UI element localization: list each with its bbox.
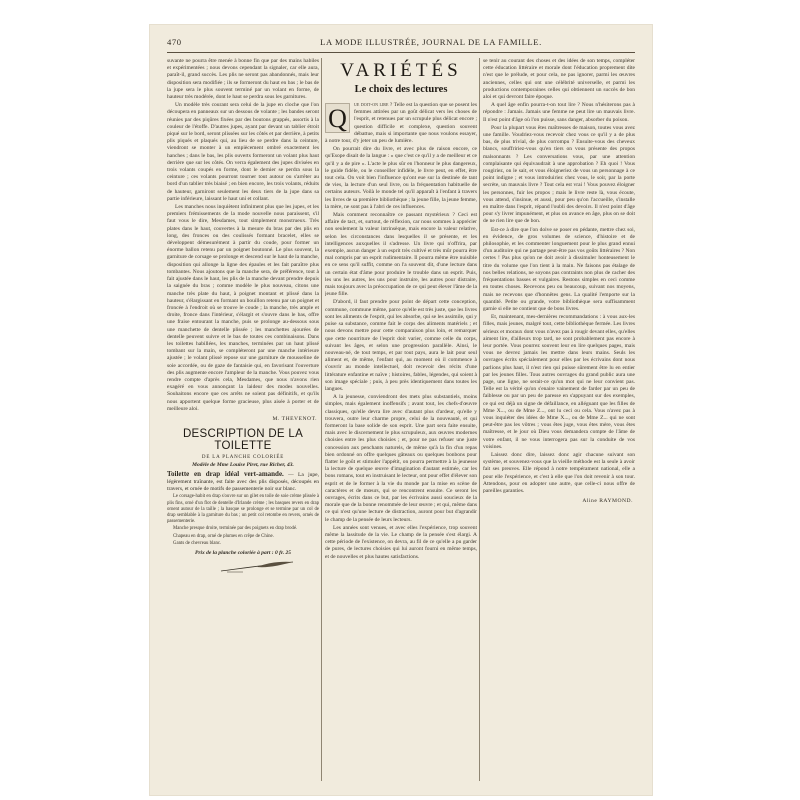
author-signature: M. THEVENOT. — [272, 415, 317, 422]
description-heading: DESCRIPTION DE LA TOILETTE — [182, 427, 304, 452]
article-paragraph: Laissez donc dire, laissez donc agir chacune suivant son système, et souvenez-vous que la vieille méthode est la seule à avoir fait ses preuves. Elle répond à notre tempérament national, elle a pour elle l'expérience, et c'est à elle que l'on doit revenir à son tour. Attendons, pour en adopter une autre, que celle-ci nous offre de pareilles garanties. — [483, 451, 635, 494]
running-title: LA MODE ILLUSTRÉE, JOURNAL DE LA FAMILLE. — [320, 37, 542, 47]
model-credit: Modèle de Mme Louise Piret, rue Richer, 43. — [192, 461, 294, 468]
toilette-text: — La jupe, légèrement traînante, est faite avec des plis disposés, découpés en travers, et ornée de motifs de passementerie noir sur blanc. — [167, 471, 319, 492]
magazine-page — [150, 25, 652, 795]
column-middle — [325, 58, 477, 781]
quill-ornament-icon — [217, 560, 297, 574]
column-right — [483, 58, 635, 781]
article-paragraph: A quel âge enfin pourra-t-on tout lire ? Nous n'hésiterons pas à répondre : Jamais. Jamais une femme ne peut lire un mauvais livre. Il n'est point d'âge où l'on puisse, sans danger, absorber du poison. — [483, 102, 635, 123]
article-paragraph: On pourrait dire du livre, et avec plus de raison encore, ce qu'Esope disait de la langue : « que c'est ce qu'il y a de meilleur et ce qu'il y a de pire ». L'acte le plus sûr en l'honneur le plus dangereux, le guide fidèle, ou le conseiller infidèle, le livre peut, en effet, être tout cela. On voit bien l'influence qu'ont eue sur la destinée de tant de vies, la lecture d'un seul livre, ou la fréquentation habituelle de certains auteurs. Voilà le monde tel qu'il apparaît à l'enfant à travers les livres de sa première bibliothèque ; la jeune fille, la jeune femme, la mère, ne sont pas à l'abri de ces influences. — [325, 146, 477, 210]
article-paragraph: D'abord, il faut prendre pour point de départ cette conception, commune, commune même, parce qu'elle est très juste, que les livres sont les aliments de l'esprit, qui les absorbe, qui se les assimile, qui y puise sa substance, comme fait le corps des aliments matériels ; et nous devons mettre pour cette comparaison plus loin, et remarquer que cette nourriture de l'esprit doit varier, comme celle du corps, suivant les âges, et selon une progression parallèle. Ainsi, le nouveau-né, de tout temps, et par tout pays, aura le lait pour seul aliment et, de même, l'enfant qui, au moment où il commence à s'ouvrir au monde intellectuel, doit recevoir des récits d'une littérature enfantine et naïve ; histoires, fables, légendes, qui soient à son image spéciale ; puis, à peu près identiquement dans toutes les langues. — [325, 299, 477, 392]
drop-cap — [325, 103, 350, 133]
column-divider-2 — [479, 58, 480, 781]
article-paragraph: se tenir au courant des choses et des idées de son temps, compléter cette éducation littéraire et morale dont l'éducation proprement dite n'est que le prélude, et pour cela, ne pas ignorer, parmi les œuvres anciennes, celles qui ont une célébrité universelle, et parmi les productions contemporaines celles qui obtiennent un succès de bon aloi et qui devront faire époque. — [483, 58, 635, 101]
toilette-detail: Gants de chevreau blanc. — [173, 540, 222, 546]
description-subheading: DE LA PLANCHE COLORIÉE — [201, 454, 285, 460]
page-number: 470 — [167, 37, 182, 47]
article-lead — [325, 102, 477, 145]
lead-text: Telle est la question que se posent les femmes attirées par un goût délicat vers les choses de l'esprit, et retenues par un scrupule plus délicat encore ; question difficile et complexe, question souvent débattue, mais si importante que nous voulons essayer, à notre tour, d'y jeter un peu de lumière. — [325, 102, 477, 145]
author-signature: Aline RAYMOND. — [582, 498, 633, 505]
toilette-detail: Manche presque droite, terminée par des poignets en drap brodé. — [173, 526, 298, 532]
article-paragraph: Mais comment reconnaître ce passant mystérieux ? Ceci est affaire de tact, et, surtout, de réflexion, car nous sommes à apprécier non seulement la valeur intrinsèque, mais encore la valeur relative, selon les circonstances dans lesquelles il se présente, et les intelligences auxquelles il s'adresse. Un livre qui n'offrira, par exemple, aucun danger à un esprit très cultivé et très mûr pourra être mal compris par un esprit rudimentaire. Il pourra même être nuisible en ce sens qu'il suffit, comme on l'a souvent dit, d'une lecture dans un certain état d'âme pour produire le trouble dans un esprit. Puis, les uns les autres, les uns pour instruire, les autres pour distraire, mais toujours avec la préoccupation de ce qui peut élever l'âme de la jeune fille. — [325, 212, 477, 298]
toilette-description — [167, 471, 319, 492]
article-paragraph: Pour la plupart vous êtes maîtresses de maison, toutes vous avez une famille. Voudriez-vous recevoir chez vous ce qu'il y a de plus bas, de plus trivial, de plus corrompu ? Ensuite-vous des cheveux blancs, souffririez-vous qu'en tiers on vous présente des propos malsonnants ? Les conversations vous, par une attention complaisante qui équivaudrait à une approbation ? Eh quoi ! Vous rougiriez, on le sait, et vous éloigneriez de vous un personnage à ce point indigne ; et vous introduiriez chez vous, le soir, par la porte secrète, un mauvais livre ? Tout cela est vrai ! Vous pouvez éloigner les personnes, fuir les propos ; mais le livre reste là, vous écoute, vous attend, s'insinue, et aussi, pour peu qu'on l'accueille, s'installe en maître dans l'esprit, répand l'oubli des devoirs. Il n'est point d'âge pour s'y livrer impunément, et plus on avance en âge, plus on se doit de ne rien lire que de bon. — [483, 124, 635, 225]
toilette-title: Toilette en drap idéal vert-amande. — [167, 469, 284, 478]
article-paragraph: Est-ce à dire que l'on doive se poser en pédante, mettre chez soi, en évidence, de gros volumes de science, d'histoire et de philosophie, et les commenter longuement pour le plus grand ennui d'un auditoire qui ne partage peut-être pas vos goûts littéraires ? Non certes ! Pas plus qu'on ne doit avoir à dissimuler honteusement le titre du volume que l'on tient à la main. Ne faisons pas étalage de nos belles relations, ne soyons pas contraints non plus de cacher des fréquentations basses et vulgaires. Restons simples en ceci comme en toutes choses. Recevons peu ou beaucoup, suivant nos moyens, mais ne recevons que d'honnêtes gens. La qualité l'emporte sur la quantité. Petite ou grande, votre bibliothèque sera suffisamment garnie si elle ne contient que de bons livres. — [483, 226, 635, 312]
article-paragraph: Et, maintenant, mes-dernières recommandations : à vous aux-les filles, mais jeunes, malgré tout, cette bibliothèque fermée. Les livres sérieux et moraux dont vous n'avez pas à rougir devant elles, qu'elles aiment lire, d'ailleurs trop tard, ne sont probablement pas encore à leur portée. Vous pourrez souvent leur en lire quelques pages, mais vous ne devrez jamais les mettre dans leurs mains. Seuls les ouvrages écrits spécialement pour elles par les écrivains dont nous parlions plus haut, il n'est rien qui puisse sûrement être lu en entier par les jeunes filles. Tous autres ouvrages du grand public aura une page, une ligne, ne serait-ce qu'un mot qui ne leur convient pas. Telle est la vérité qu'on s'enaire vainement de farder par un peu de faiblesse ou par un peu de paresse en s'appuyant sur des exemples, ce qui est déjà un signe de défaillance, en alléguant que les filles de Mme X..., ou de Mme Z..., ont lu ceci ou cela. Vous n'avez pas à vous inquiéter des idées de Mme X..., ou de Mme Z... qui ne sont peut-être pas les vôtres ; vous êtes juge, vous êtes mère, vous êtes maîtresse, et le jour où Dieu vous demandera compte de l'âme de votre enfant, il ne vous interrogera pas sur la conduite de vos voisines. — [483, 314, 635, 450]
article-paragraph: Les années sont venues, et avec elles l'expérience, trop souvent même la lassitude de la vie. Le champ de la pensée s'est élargi. A cette période de l'existence, on devra, au fil de ce qu'elle a pu garder de pures, de lectures choisies qui lui auront fourni en même temps, et de nouvelles et plus hautes satisfactions. — [325, 524, 477, 560]
drop-cap-letter: Q — [328, 104, 347, 133]
header-rule — [167, 52, 635, 53]
fashion-paragraph: Un modèle très courant sera celui de la jupe en cloche que l'on découpera en panneaux sur un dessous de volante ; les bandes seront réunies par des piqûres fixées par des boutons grappés, assortis à la couleur de l'étoffe. D'autres jupes, ayant par devant un tablier étroit piqué sur le bord, seront plissées sur les côtés et par derrière, à petits plis piqués et plaqués qui, au lieu de se perdre dans la ceinture, viendront se monter à un empiècement ombré exactement les hanches ; dans le bas, les plis ouverts formeront un volant plus haut derrière que sur les côtés. On verra également des jupes divisées en trois volants coupés en forme, dont le dernier se perdra sous la ceinture ; ces volants pourront tourner tout autour ou s'arrêter au bord d'un tablier très biaisé ; en bien encore, les trois volants, réduits de hauteur, garniront seulement les deux tiers de la jupe dans sa partie inférieure, laissant le haut uni et collant. — [167, 102, 319, 202]
page-header — [167, 37, 635, 51]
toilette-detail: Le corsage-habit en drap s'ouvre sur un gilet en toile de soie crème plissée à plis fins, orné d'un flot de dentelle d'Irlande crème ; les basques revers en drap ornent autour de la taille ; la basque se prolonge et se termine par un col de drap semblable à la garniture du bas ; un petit col retombe en revers, ornés de passementerie. — [167, 494, 319, 525]
plate-price: Prix de la planche coloriée à part : 0 fr. 25 — [194, 549, 292, 556]
toilette-detail: Chapeau en drap, orné de plumes en crêpe de Chine. — [173, 533, 274, 539]
fashion-paragraph: Les manches nous inquiètent infiniment plus que les jupes, et les premiers frémissements de la mode nouvelle nous paraissent, s'il faut vous le dire, Mesdames, tout simplement monstrueux. Très plates dans le haut, couvertes à la mesure du bras par des plis en long, des fronces ou des coulissés formant bracelet, elles se développent démesurément à partir du coude, pour former un énorme ballon retenu par un poignet boutonné. Le plus souvent, la garniture de corsage se prolonge et descend sur le haut de la manche, disposition qui allonge la ligne des épaules et les fait paraître plus tombantes. Nous ajoutons que la manche sera, de préférence, tout à fait ajustée dans le haut, les plis de la manche devant prendre depuis la saignée du bras ; comme modèle le plus nouveau, citons une manche très plate du haut, à poignet montant et plissé dans la hauteur, s'élargissant en formant un bouillon retenu par un poignet et froncée à l'endroit où se trouve le coude ; la manche, très ample et droite, fronce dans l'intérieur, s'élargit et s'ouvre dans le bas, offre une fraise entourant la manche, puis se prolonge au-dessous sous une manchette de dentelle plissée ; les manchettes ajourées de dentelle peuvent suivre et le bas de toutes ces combinaisons. Dans les toilettes habillées, les manches, terminées par un haut plissé tombant sur la main, se compléteront par une manche intérieure ajustée ; le volant plissé repose sur une garniture de mousseline de soie accordée, ou de gaze de fantaisie qui, en favorisant l'ouverture des plis augmente encore l'ampleur de la manche. Vous pouvez vous rendre compte d'après cela, Mesdames, que nous n'avons rien exagéré en vous annonçant la laideur des modes nouvelles. Souhaitons encore que ces arrêts ne soient pas définitifs, et qu'ils nous apportent quelque forme gracieuse, plus aisée à porter et de meilleure aloi. — [167, 204, 319, 412]
column-divider-1 — [321, 58, 322, 781]
column-left — [167, 58, 319, 781]
article-title: Le choix des lectures — [354, 84, 448, 95]
lead-question: ue doit-on lire ? — [354, 102, 393, 108]
article-paragraph: A la jeunesse, conviendront des mets plus substantiels, moins simples, mais également inoffensifs ; avant tout, les chefs-d'œuvre classiques, qu'elle devra lire avec d'autant plus d'ardeur, qu'elle y trouvera, outre leur charme propre, celui de la nouveauté, et qui formeront la base solide de son esprit. Une part sera faite ensuite, mais avec le discernement le plus scrupuleux, aux œuvres modernes choisies entre les plus choisies ; et, pour ne pas refuser une juste concession aux penchants naturels, de même qu'à la fin d'un repas bien ordonné on offre quelques gâteaux ou quelques bonbons pour flatter le goût et stimuler l'appétit, on pourra permettre à la jeunesse la lecture de quelque œuvre d'imagination d'autant estimée, car les bons romans, tout en instruisant le lecteur, ont pour effet d'élever son esprit et de le former à la vie du monde par la mise en scène de caractères et de mœurs, qui se rencontrent ensuite. Ce seront les ouvrages, écrits dans ce but, par les écrivains aussi soucieux de la morale que de la bonne renommée de leur œuvre ; et qui, même dans ce qui n'est qu'une lecture de distraction, auront pour but d'agrandir le champ de la pensée de leurs lecteurs. — [325, 394, 477, 523]
fashion-paragraph: suvante ne pourra être menée à bonne fin que par des mains habiles et expérimentées ; nous devons cependant la signaler, car elle aura, paraît-il, grand succès. Les plis ne seront pas abandonnés, mais leur disposition sera modifiée ; ils se formeront du haut en bas ; le bas de la jupe sera le plus souvent terminé par un volant en forme, de hauteur très modérée, dont le haut se perdra sous les garnitures. — [167, 58, 319, 101]
section-title: VARIÉTÉS — [340, 60, 462, 81]
